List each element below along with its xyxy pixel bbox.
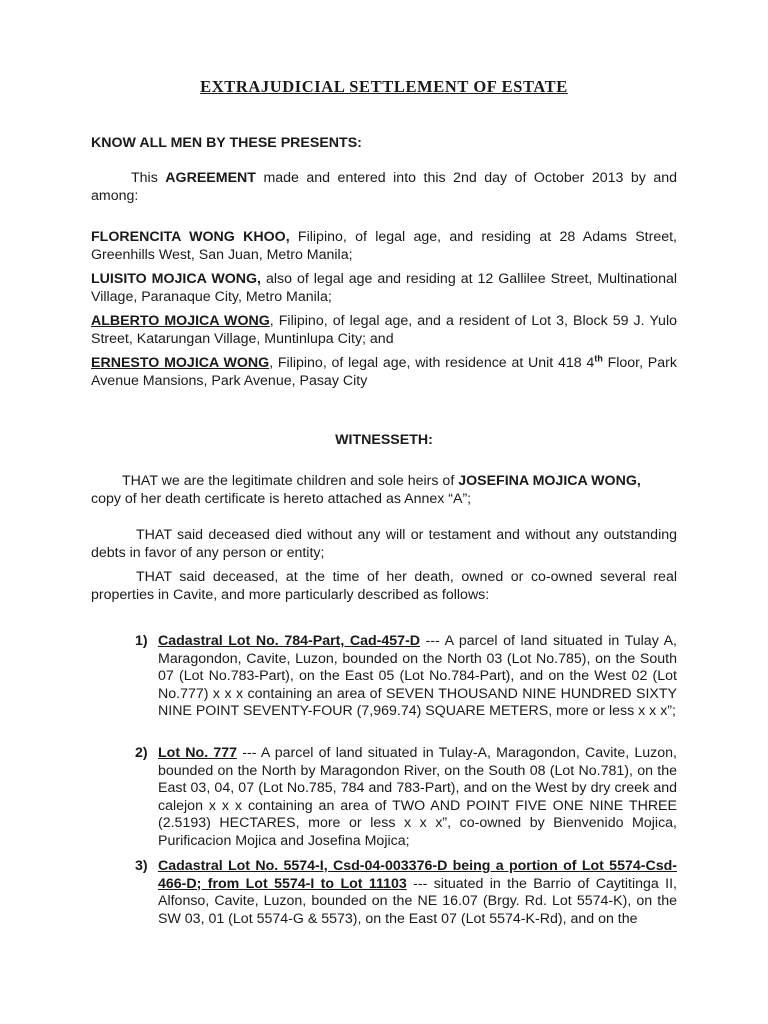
lot-description: --- situated in the Barrio of Caytitinga II, Alfonso, Cavite, Luzon, bounded on the NE 16.07 (Brgy. Rd. Lot 5574-K), on the SW 03, 01 (Lot 5574-G & 5573), on the East 07 (Lot 5574-K-Rd), and on the [158,875,677,927]
lot-description: --- A parcel of land situated in Tulay-A, Maragondon, Cavite, Luzon, bounded on the North by Maragondon River, on the South 08 (Lot No.781), on the East 03, 04, 07 (Lot No.785, 784 and 783-Part), and on the West by dry creek and calejon x x x containing an area of TWO AND POINT FIVE ONE NINE THREE (2.5193) HECTARES, more or less x x x”, co-owned by Bienvenido Mojica, Purificacion Mojica and Josefina Mojica; [158,745,677,849]
party-3 [91,313,677,348]
party-name: FLORENCITA WONG KHOO, [91,229,290,245]
party-text: Filipino, of legal age, and residing at 28 Adams Street, Greenhills West, San Juan, Metro Manila; [91,229,678,263]
party-text: , Filipino, of legal age, and a resident of Lot 3, Block 59 J. Yulo Street, Katarungan Village, Muntinlupa City; and [91,313,677,347]
clause-properties: THAT said deceased, at the time of her death, owned or co-owned several real properties in Cavite, and more particularly described as follows: [91,569,677,603]
party-4 [91,355,677,390]
clause-heirs-b: copy of her death certificate is hereto attached as Annex “A”; [91,490,472,507]
clause-heirs [91,473,677,508]
lot-description: --- A parcel of land situated in Tulay A, Maragondon, Cavite, Luzon, bounded on the North 03 (Lot No.785), on the South 07 (Lot No.783-Part), on the East 05 (Lot No.784-Part), and on the West 02 (Lot No.777) x x x containing an area of SEVEN THOUSAND NINE HUNDRED SIXTY NINE POINT SEVENTY-FOUR (7,969.74) SQUARE METERS, more or less x x x”; [158,633,677,719]
witnesseth-heading: WITNESSETH: [335,432,433,448]
party-name: ERNESTO MOJICA WONG [91,355,270,371]
list-item-text [158,858,677,928]
party-text-a: , Filipino, of legal age, with residence at Unit 418 4 [269,355,595,371]
intro-this: This [131,170,158,186]
party-name: ALBERTO MOJICA WONG [91,313,270,329]
party-name: LUISITO MOJICA WONG, [91,271,261,287]
document-title: EXTRAJUDICIAL SETTLEMENT OF ESTATE [200,77,568,96]
intro-agreement: AGREEMENT [165,170,256,186]
list-item-text [158,633,677,721]
list-item-number: 1) [135,633,148,649]
intro-rest: made and entered into this 2nd day of October 2013 by and among: [91,170,677,204]
party-text-b: Floor, Park Avenue Mansions, Park Avenue, Pasay City [91,355,677,389]
lot-heading: Cadastral Lot No. 5574-I, Csd-04-003376-D being a portion of Lot 5574-Csd-466-D; from Lot 5574-I to Lot 11103 [158,858,677,892]
lot-heading: Lot No. 777 [158,745,238,761]
lot-heading: Cadastral Lot No. 784-Part, Cad-457-D [158,633,421,649]
list-item-number: 3) [135,858,148,874]
party-text: also of legal age and residing at 12 Gallilee Street, Multinational Village, Paranaque City, Metro Manila; [91,271,677,305]
know-all-heading: KNOW ALL MEN BY THESE PRESENTS: [91,135,362,151]
deceased-name: JOSEFINA MOJICA WONG, [458,473,641,489]
clause-no-will: THAT said deceased died without any will or testament and without any outstanding debts in favor of any person or entity; [91,527,677,561]
list-item-text [158,745,677,850]
party-1 [91,229,677,264]
intro-paragraph [91,170,677,205]
party-text-sup: th [594,353,603,364]
list-item-number: 2) [135,745,148,761]
clause-heirs-a: THAT we are the legitimate children and sole heirs of [122,473,459,489]
party-2 [91,271,677,306]
